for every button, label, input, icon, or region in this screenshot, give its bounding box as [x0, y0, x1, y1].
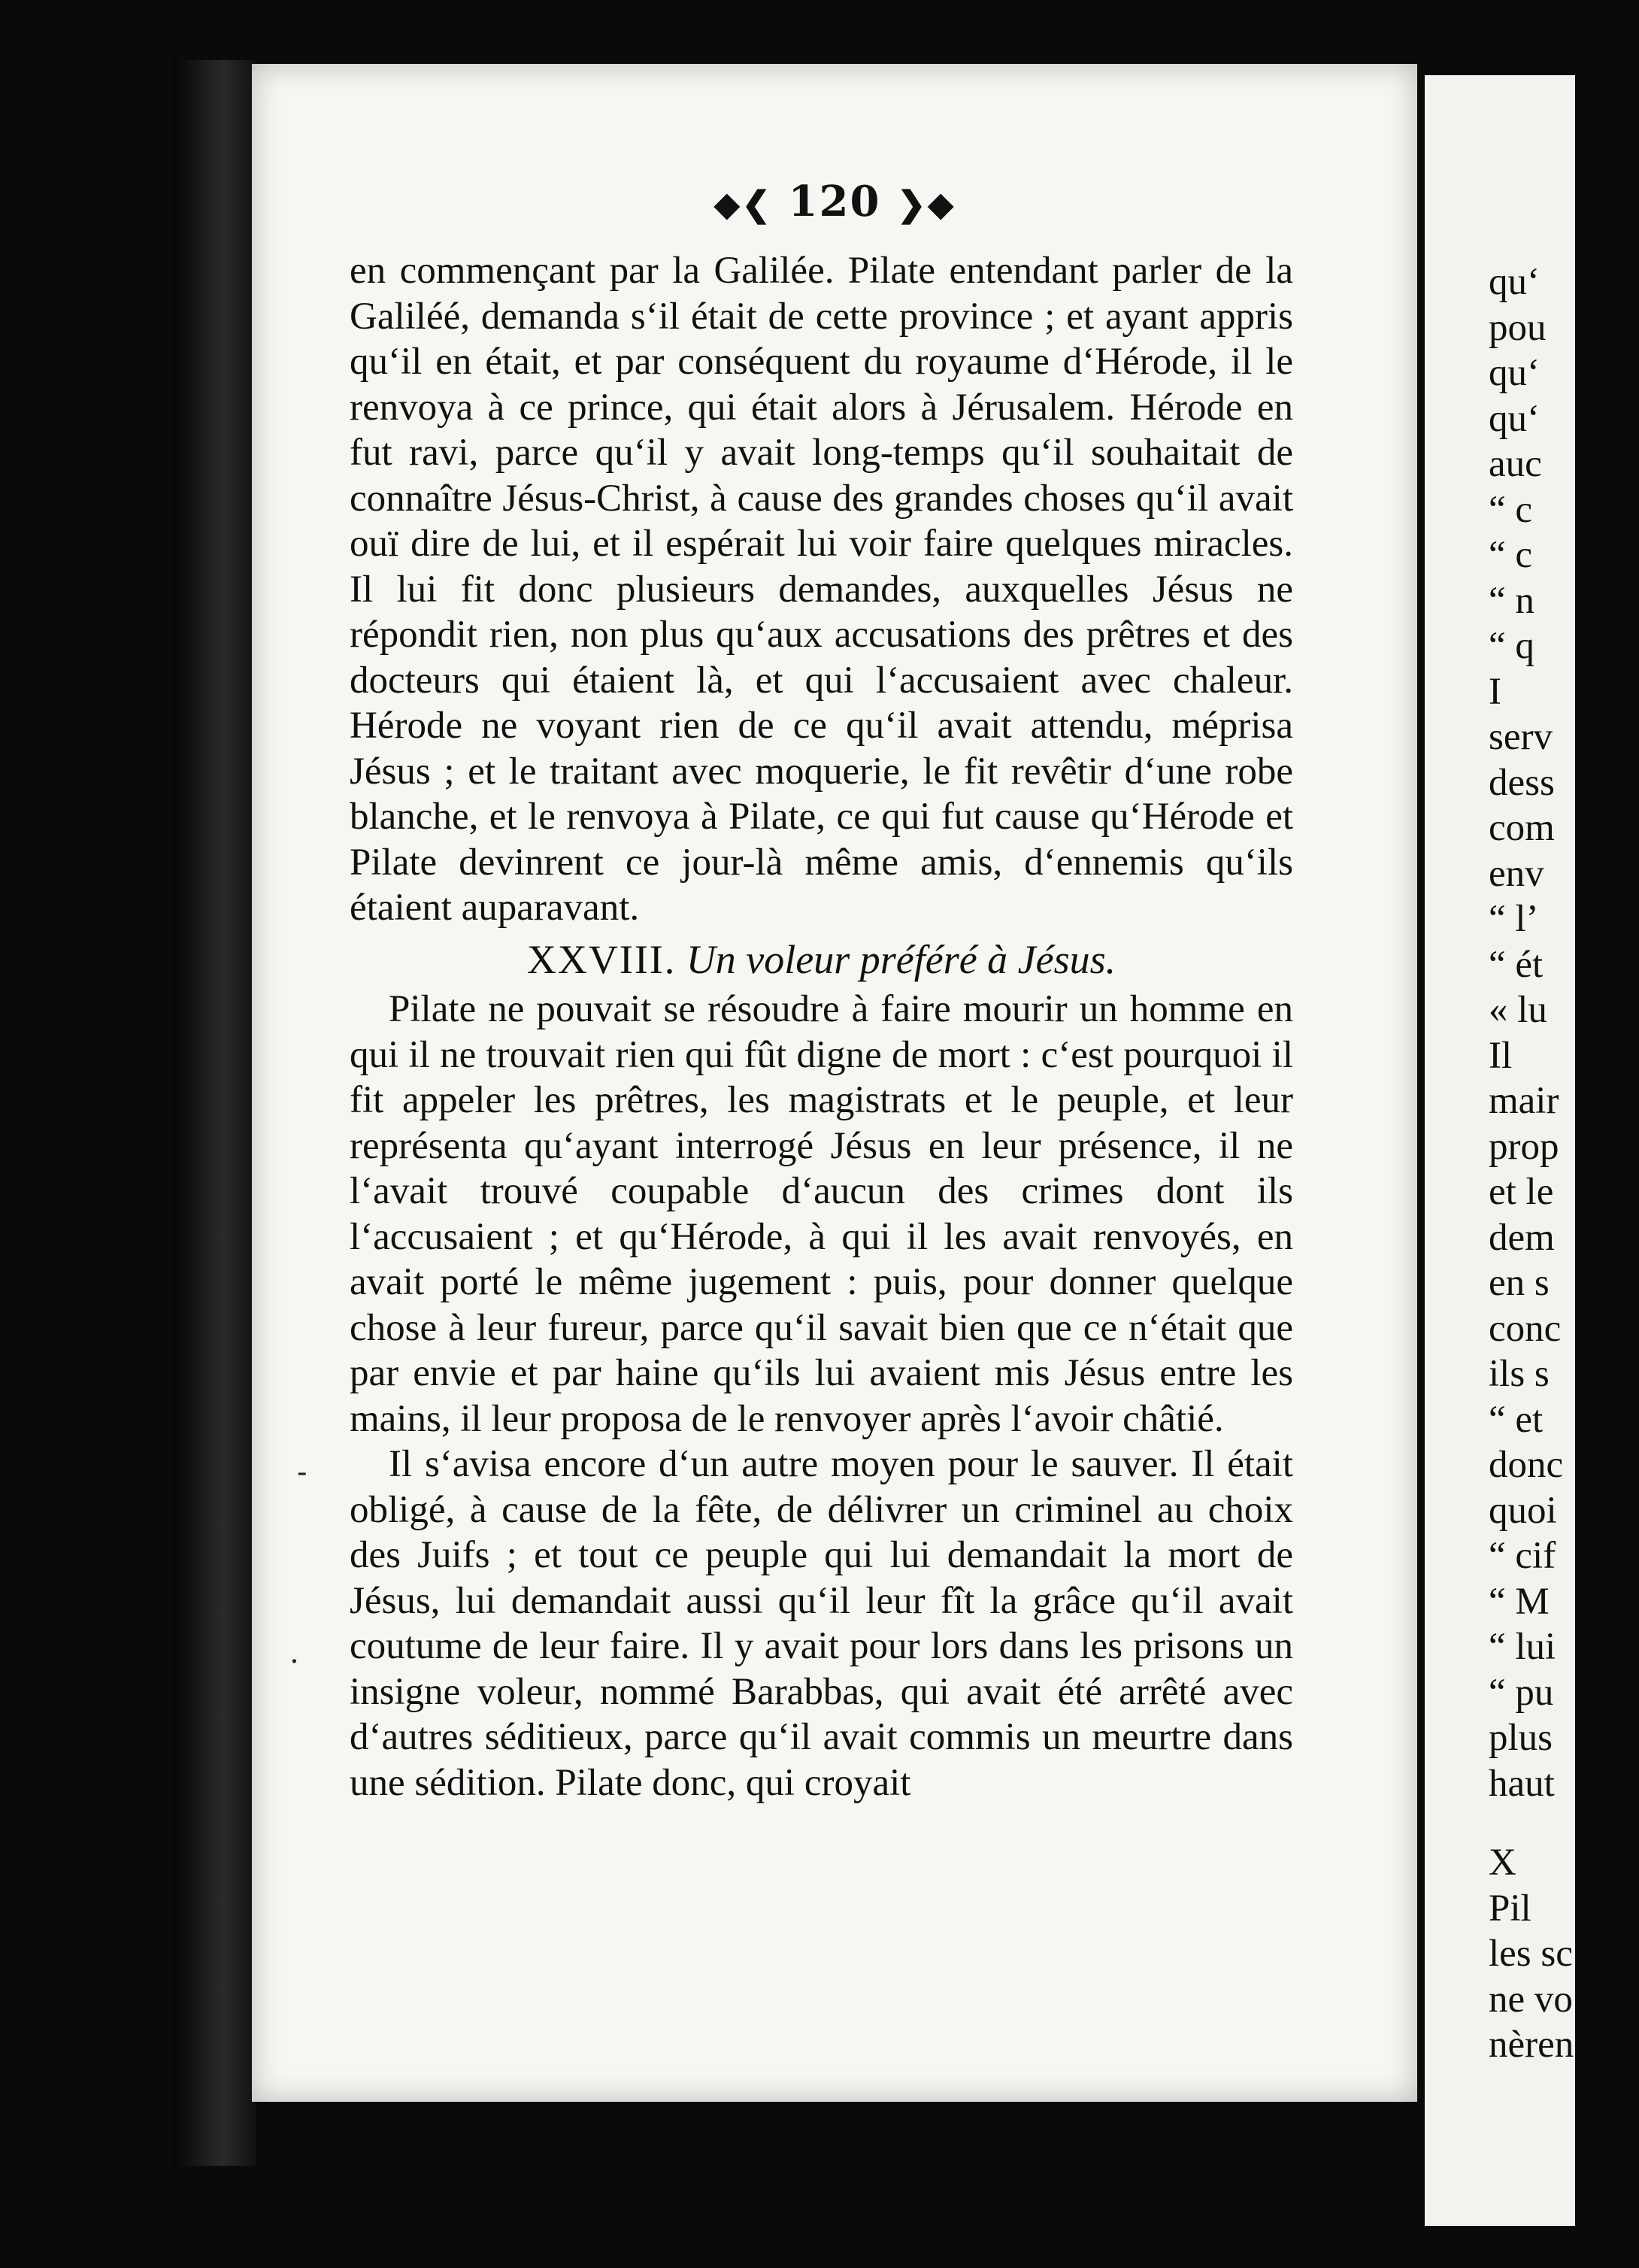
text-fragment: pou [1489, 306, 1547, 349]
book-spine-shadow [173, 60, 256, 2166]
text-fragment: “ n [1489, 579, 1534, 622]
text-fragment: qu‘ [1489, 261, 1540, 303]
text-fragment: “ c [1489, 534, 1533, 576]
page-body [350, 248, 1293, 1806]
text-fragment: auc [1489, 443, 1542, 485]
paragraph-continued: en commençant par la Galilée. Pilate entendant parler de la Galiléé, demanda s‘il était de cette province ; et ayant appris qu‘il en était, et par conséquent du royaume d‘Hérode, il le renvoya à ce prince, qui était alors à Jérusalem. Hérode en fut ravi, parce qu‘il y avait long-temps qu‘il souhaitait de connaître Jésus-Christ, à cause des grandes choses qu‘il avait ouï dire de lui, et il espérait lui voir faire quelques miracles. Il lui fit donc plusieurs demandes, auxquelles Jésus ne répondit rien, non plus qu‘aux accusations des prêtres et des docteurs qui étaient là, et qui l‘accusaient avec chaleur. Hérode ne voyant rien de ce qu‘il avait attendu, méprisa Jésus ; et le traitant avec moquerie, le fit revêtir d‘une robe blanche, et le renvoya à Pilate, ce qui fut cause qu‘Hérode et Pilate devinrent ce jour-là même amis, d‘ennemis qu‘ils étaient auparavant. [350, 250, 1293, 929]
text-fragment: qu‘ [1489, 352, 1540, 394]
paragraph: Il s‘avisa encore d‘un autre moyen pour le sauver. Il était obligé, à cause de la fête, de délivrer un criminel au choix des Juifs ; et tout ce peuple qui lui demandait la mort de Jésus, lui demandait aussi qu‘il leur fît la grâce qu‘il avait coutume de leur faire. Il y avait pour lors dans les prisons un insigne voleur, nommé Barabbas, qui avait été arrêté avec d‘autres séditieux, parce qu‘il avait commis un meurtre dans une sédition. Pilate donc, qui croyait [350, 1443, 1293, 1804]
text-fragment: “ q [1489, 625, 1534, 667]
text-fragment: qu‘ [1489, 397, 1540, 440]
section-heading [350, 937, 1293, 983]
adjacent-page-edge [1425, 75, 1575, 2226]
text-fragment: X [1489, 1842, 1516, 1884]
margin-mark: - [297, 1455, 308, 1490]
text-fragment: “ M [1489, 1580, 1550, 1623]
text-fragment: donc [1489, 1444, 1564, 1486]
text-fragment: serv [1489, 716, 1553, 758]
text-fragment: conc [1489, 1307, 1562, 1350]
text-fragment: plus [1489, 1717, 1553, 1759]
text-fragment: « lu [1489, 989, 1547, 1031]
text-fragment: prop [1489, 1125, 1559, 1168]
ornament-left: ◆❮ [713, 183, 773, 224]
text-fragment: Pil [1489, 1887, 1531, 1930]
text-fragment: et le [1489, 1171, 1554, 1213]
text-fragment: “ lui [1489, 1626, 1556, 1668]
text-fragment: Il [1489, 1034, 1513, 1077]
text-fragment: dess [1489, 761, 1555, 804]
text-fragment: haut [1489, 1762, 1555, 1805]
spacer [1489, 1806, 1639, 1840]
text-fragment: “ pu [1489, 1671, 1554, 1714]
paragraph: Pilate ne pouvait se résoudre à faire mourir un homme en qui il ne trouvait rien qui fût digne de mort : c‘est pourquoi il fit appeler les prêtres, les magistrats et le peuple, et leur représenta qu‘ayant interrogé Jésus en leur présence, il ne l‘avait trouvé coupable d‘aucun des crimes dont ils l‘accusaient ; et qu‘Hérode, à qui il les avait renvoyés, en avait porté le même jugement : puis, pour donner quelque chose à leur fureur, parce qu‘il savait bien que ce n‘était que par envie et par haine qu‘ils lui avaient mis Jésus entre les mains, il leur proposa de le renvoyer après l‘avoir châtié. [350, 988, 1293, 1440]
text-fragment: “ et [1489, 1398, 1544, 1441]
text-fragment: ne vo [1489, 1978, 1573, 2021]
text-fragment: mair [1489, 1080, 1559, 1122]
text-fragment: “ l’ [1489, 898, 1539, 940]
book-page [252, 64, 1417, 2102]
adjacent-page-text [1489, 259, 1639, 2068]
text-fragment: I [1489, 670, 1501, 713]
text-fragment: en s [1489, 1262, 1550, 1304]
ornament-right: ❯◆ [896, 183, 956, 224]
text-fragment: com [1489, 807, 1555, 849]
text-fragment: “ cif [1489, 1535, 1556, 1577]
text-fragment: “ ét [1489, 943, 1544, 986]
text-fragment: dem [1489, 1216, 1555, 1259]
margin-mark: . [289, 1636, 299, 1670]
text-fragment: env [1489, 852, 1544, 895]
section-number: XXVIII. [526, 936, 677, 982]
text-fragment: les sc [1489, 1933, 1573, 1975]
page-number: 120 [788, 177, 881, 226]
text-fragment: quoi [1489, 1489, 1557, 1532]
text-fragment: nèren [1489, 2024, 1574, 2066]
text-fragment: “ c [1489, 488, 1533, 531]
text-fragment: ils s [1489, 1353, 1550, 1395]
page-number-header [252, 177, 1417, 226]
section-title: Un voleur préféré à Jésus. [686, 936, 1116, 982]
